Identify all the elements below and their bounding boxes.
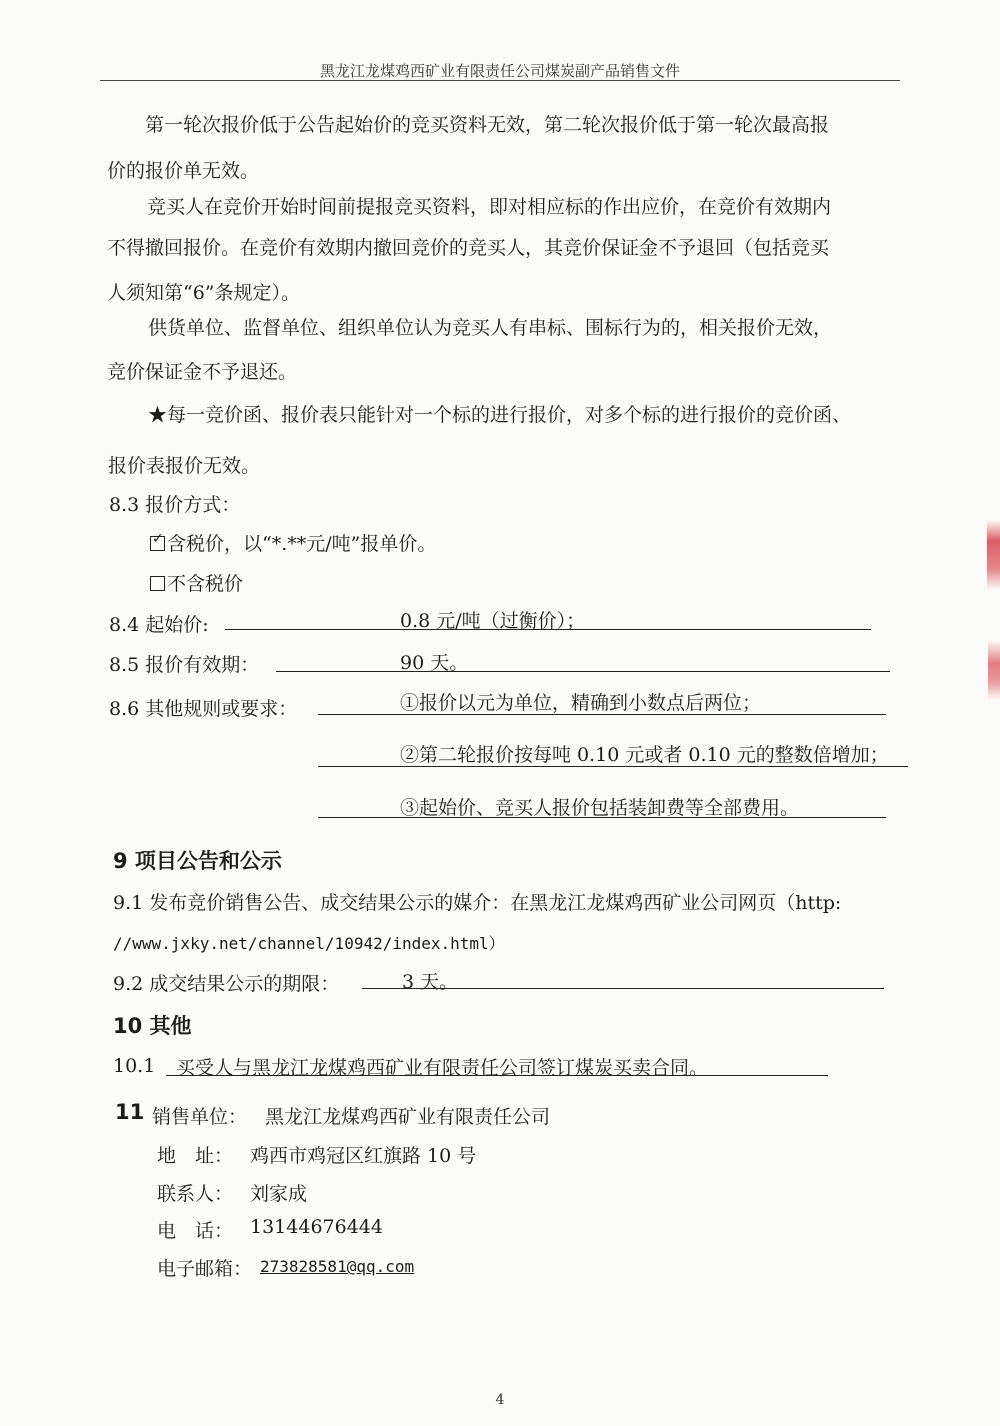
email-value: 273828581@qq.com [260, 1257, 415, 1276]
validity-period-underline [276, 671, 890, 672]
publicity-period-underline [362, 988, 884, 989]
section-8-6-label: 8.6 其他规则或要求： [109, 698, 298, 720]
tax-excluded-checkbox [150, 576, 165, 591]
paragraph-3-line-1: 供货单位、监督单位、组织单位认为竞买人有串标、围标行为的，相关报价无效， [148, 317, 833, 339]
rule-2-underline [318, 766, 908, 767]
rule-2: ②第二轮报价按每吨 0.10 元或者 0.10 元的整数倍增加； [400, 744, 889, 766]
section-11-number: 11 [115, 1100, 145, 1124]
section-10-1-label: 10.1 [113, 1055, 156, 1077]
page-number: 4 [495, 1392, 505, 1408]
contact-label: 联系人： [157, 1183, 234, 1205]
rule-3-underline [318, 817, 886, 818]
section-8-5-label: 8.5 报价有效期： [109, 654, 260, 676]
paragraph-4-line-2: 报价表报价无效。 [108, 455, 261, 477]
start-price-underline [225, 629, 871, 630]
section-9-1-line-2: //www.jxky.net/channel/10942/index.html） [113, 934, 505, 953]
document-header-title: 黑龙江龙煤鸡西矿业有限责任公司煤炭副产品销售文件 [319, 62, 680, 80]
section-10-heading: 10 其他 [113, 1014, 192, 1038]
paragraph-2-line-2: 不得撤回报价。在竞价有效期内撤回竞价的竞买人，其竞价保证金不予退回（包括竞买 [107, 237, 830, 259]
start-price-value: 0.8 元/吨（过衡价）； [400, 610, 586, 632]
address-label: 地 址： [157, 1145, 234, 1167]
paragraph-1-line-2: 价的报价单无效。 [107, 160, 260, 182]
paragraph-1-line-1: 第一轮次报价低于公告起始价的竞买资料无效，第二轮次报价低于第一轮次最高报 [145, 114, 830, 136]
check-icon: ✓ [152, 531, 164, 547]
option-tax-excluded [150, 569, 243, 596]
rule-3: ③起始价、竞买人报价包括装卸费等全部费用。 [400, 797, 800, 819]
header-rule [100, 80, 900, 81]
section-10-1-underline [166, 1075, 828, 1076]
phone-label: 电 话： [157, 1220, 234, 1242]
validity-period-value: 90 天。 [400, 652, 469, 674]
paragraph-4-line-1: ★每一竞价函、报价表只能针对一个标的进行报价，对多个标的进行报价的竞价函、 [148, 404, 852, 426]
rule-1: ①报价以元为单位，精确到小数点后两位； [400, 692, 762, 714]
phone-value: 13144676444 [250, 1216, 383, 1238]
option-tax-included [150, 529, 436, 556]
tax-included-checkbox [150, 531, 165, 551]
section-8-3-label: 8.3 报价方式： [109, 494, 241, 516]
section-9-heading: 9 项目公告和公示 [113, 849, 282, 873]
contact-value: 刘家成 [250, 1183, 308, 1205]
paragraph-2-line-3: 人须知第“6”条规定）。 [107, 282, 301, 304]
rule-1-underline [318, 714, 886, 715]
section-8-4-label: 8.4 起始价: [109, 614, 209, 636]
paragraph-3-line-2: 竞价保证金不予退还。 [107, 361, 298, 383]
red-seal-fragment-bottom [988, 640, 1000, 700]
red-seal-fragment-top [987, 520, 1000, 590]
publicity-period-value: 3 天。 [402, 971, 459, 993]
option-tax-excluded-text: 不含税价 [167, 573, 244, 595]
email-label: 电子邮箱： [157, 1258, 253, 1280]
address-value: 鸡西市鸡冠区红旗路 10 号 [250, 1145, 477, 1167]
section-9-2-label: 9.2 成交结果公示的期限： [113, 973, 340, 995]
option-tax-included-text: 含税价，以“*.**元/吨”报单价。 [167, 533, 437, 555]
seller-label: 销售单位： [152, 1106, 248, 1128]
section-10-1-value: 买受人与黑龙江龙煤鸡西矿业有限责任公司签订煤炭买卖合同。 [176, 1057, 709, 1079]
seller-name: 黑龙江龙煤鸡西矿业有限责任公司 [265, 1106, 551, 1128]
paragraph-2-line-1: 竞买人在竞价开始时间前提报竞买资料，即对相应标的作出应价，在竞价有效期内 [147, 196, 832, 218]
section-9-1-line-1: 9.1 发布竞价销售公告、成交结果公示的媒介：在黑龙江龙煤鸡西矿业公司网页（http: [113, 892, 842, 914]
